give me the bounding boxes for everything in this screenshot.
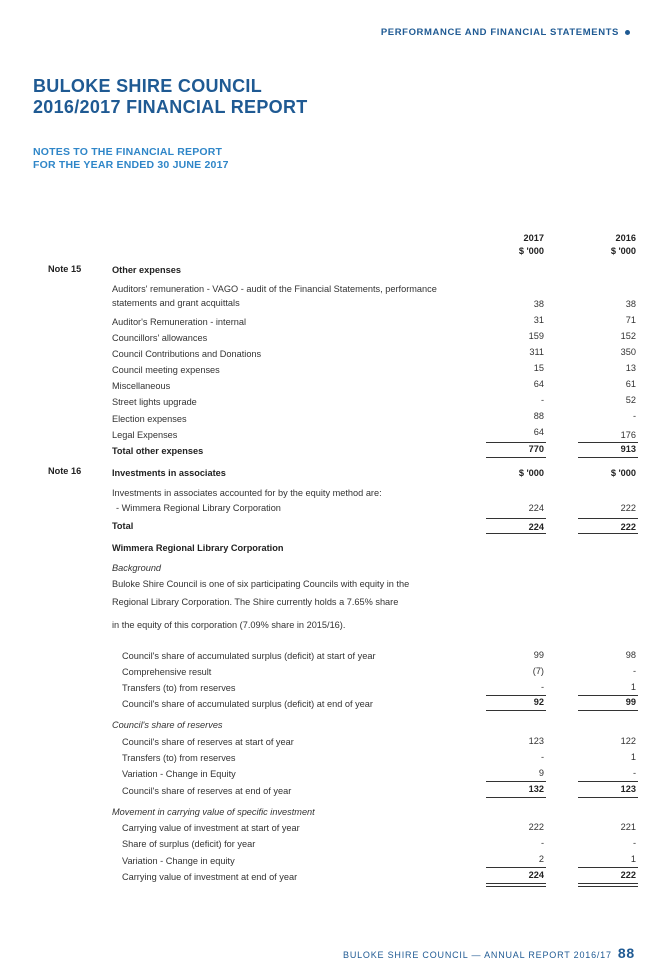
background-text-line2: Regional Library Corporation. The Shire currently holds a 7.65% share [112, 597, 399, 607]
section-header-text: PERFORMANCE AND FINANCIAL STATEMENTS [380, 27, 619, 38]
reserves-row-2017: 123 [528, 736, 544, 746]
reserves-row-2016: - [632, 768, 636, 778]
note-16-heading: Investments in associates [112, 468, 226, 478]
bullet-icon [625, 30, 630, 35]
total-other-expenses-label: Total other expenses [112, 446, 204, 456]
divider [578, 518, 638, 519]
expense-row-2016: - [632, 411, 636, 421]
expense-row-2017: 159 [528, 331, 544, 341]
surplus-row-2017: (7) [532, 666, 544, 676]
note-16-unit-2016: $ '000 [610, 468, 636, 478]
surplus-row-label: Transfers (to) from reserves [122, 683, 236, 693]
background-label: Background [112, 563, 162, 573]
expense-row-2017: 64 [533, 379, 544, 389]
movement-row-2017: 222 [528, 822, 544, 832]
surplus-row-label: Comprehensive result [122, 667, 212, 677]
expense-row-2017: 88 [533, 411, 544, 421]
section-header [381, 27, 630, 38]
surplus-row-2016: - [632, 666, 636, 676]
reserves-row-2017: - [540, 752, 544, 762]
reserves-row-label: Transfers (to) from reserves [122, 753, 236, 763]
reserves-total-2017: 132 [528, 784, 544, 794]
expense-row-label-cont: statements and grant acquittals [112, 298, 240, 308]
divider [578, 886, 638, 887]
expense-row-2016: 176 [620, 430, 636, 440]
reserves-row-2016: 1 [630, 752, 636, 762]
reserves-row-2016: 122 [620, 736, 636, 746]
expense-row-2016: 71 [625, 315, 636, 325]
surplus-total-2016: 99 [625, 697, 636, 707]
divider [486, 867, 546, 868]
column-year-2016: 2016 [615, 233, 636, 243]
divider [578, 883, 638, 884]
expense-row-2017: 15 [533, 363, 544, 373]
total-other-expenses-2017: 770 [528, 444, 544, 454]
movement-row-2017: - [540, 838, 544, 848]
divider [486, 518, 546, 519]
movement-row-label: Variation - Change in equity [122, 856, 235, 866]
investments-total-label: Total [112, 521, 134, 531]
reserves-row-label: Variation - Change in Equity [122, 769, 236, 779]
surplus-row-2017: - [540, 682, 544, 692]
reserves-heading: Council's share of reserves [112, 720, 223, 730]
surplus-total-label: Council's share of accumulated surplus (deficit) at end of year [122, 699, 373, 709]
reserves-total-label: Council's share of reserves at end of year [122, 786, 292, 796]
total-other-expenses-2016: 913 [620, 444, 636, 454]
note-16-label: Note 16 [48, 466, 82, 476]
movement-row-label: Share of surplus (deficit) for year [122, 839, 256, 849]
background-text-line1: Buloke Shire Council is one of six participating Councils with equity in the [112, 579, 410, 589]
divider [486, 442, 546, 443]
report-title-line2: 2016/2017 FINANCIAL REPORT [33, 97, 308, 117]
divider [486, 886, 546, 887]
investments-total-2017: 224 [528, 522, 544, 532]
note-15-heading: Other expenses [112, 265, 181, 275]
expense-row-2016: 13 [625, 363, 636, 373]
notes-subtitle-line2: FOR THE YEAR ENDED 30 JUNE 2017 [33, 159, 229, 171]
reserves-row-label: Council's share of reserves at start of year [122, 737, 294, 747]
expense-row-2016: 61 [625, 379, 636, 389]
investment-row-2017: 224 [528, 503, 544, 513]
background-text-line3: in the equity of this corporation (7.09% share in 2015/16). [112, 620, 346, 630]
reserves-row-2017: 9 [538, 768, 544, 778]
surplus-total-2017: 92 [533, 697, 544, 707]
wrlc-heading: Wimmera Regional Library Corporation [112, 543, 284, 553]
reserves-total-2016: 123 [620, 784, 636, 794]
expense-row-2017: 38 [533, 299, 544, 309]
divider [578, 797, 638, 798]
expense-row-label: Auditors' remuneration - VAGO - audit of the Financial Statements, performance [112, 284, 437, 294]
column-unit-2017: $ '000 [518, 246, 544, 256]
divider [486, 797, 546, 798]
column-year-2017: 2017 [523, 233, 544, 243]
movement-row-2016: - [632, 838, 636, 848]
movement-total-label: Carrying value of investment at end of year [122, 872, 298, 882]
expense-row-2017: 31 [533, 315, 544, 325]
expense-row-2017: 311 [529, 347, 544, 357]
page-number: 88 [617, 945, 635, 961]
divider [486, 457, 546, 458]
movement-row-label: Carrying value of investment at start of year [122, 823, 300, 833]
expense-row-label: Election expenses [112, 414, 187, 424]
movement-row-2016: 1 [630, 854, 636, 864]
expense-row-2016: 52 [625, 395, 636, 405]
divider [486, 781, 546, 782]
expense-row-2017: - [540, 395, 544, 405]
divider [578, 457, 638, 458]
notes-subtitle-line1: NOTES TO THE FINANCIAL REPORT [33, 146, 223, 158]
surplus-row-2016: 98 [625, 650, 636, 660]
note-15-label: Note 15 [48, 264, 82, 274]
expense-row-2016: 38 [625, 299, 636, 309]
divider [578, 710, 638, 711]
expense-row-label: Councillors' allowances [112, 333, 208, 343]
footer-text: BULOKE SHIRE COUNCIL — ANNUAL REPORT 2016/17 [343, 950, 612, 960]
movement-heading: Movement in carrying value of specific investment [112, 807, 315, 817]
surplus-row-label: Council's share of accumulated surplus (deficit) at start of year [122, 651, 376, 661]
divider [578, 781, 638, 782]
investments-total-2016: 222 [620, 522, 636, 532]
expense-row-label: Street lights upgrade [112, 397, 197, 407]
expense-row-2016: 350 [620, 347, 636, 357]
surplus-row-2017: 99 [533, 650, 544, 660]
movement-total-2016: 222 [620, 870, 636, 880]
surplus-row-2016: 1 [630, 682, 636, 692]
page-footer [343, 945, 635, 961]
divider [578, 695, 638, 696]
column-unit-2016: $ '000 [610, 246, 636, 256]
expense-row-label: Miscellaneous [112, 381, 171, 391]
divider [486, 883, 546, 884]
movement-row-2016: 221 [620, 822, 636, 832]
divider [578, 442, 638, 443]
divider [486, 695, 546, 696]
expense-row-2016: 152 [620, 331, 636, 341]
divider [486, 710, 546, 711]
expense-row-2017: 64 [533, 427, 544, 437]
expense-row-label: Council Contributions and Donations [112, 349, 262, 359]
expense-row-label: Auditor's Remuneration - internal [112, 317, 247, 327]
movement-total-2017: 224 [528, 870, 544, 880]
divider [578, 867, 638, 868]
divider [486, 533, 546, 534]
movement-row-2017: 2 [538, 854, 544, 864]
note-16-unit-2017: $ '000 [518, 468, 544, 478]
investment-row-2016: 222 [620, 503, 636, 513]
divider [578, 533, 638, 534]
expense-row-label: Legal Expenses [112, 430, 178, 440]
report-title-line1: BULOKE SHIRE COUNCIL [33, 76, 263, 96]
expense-row-label: Council meeting expenses [112, 365, 220, 375]
investment-row-label: - Wimmera Regional Library Corporation [116, 503, 281, 513]
investments-intro: Investments in associates accounted for by the equity method are: [112, 488, 382, 498]
